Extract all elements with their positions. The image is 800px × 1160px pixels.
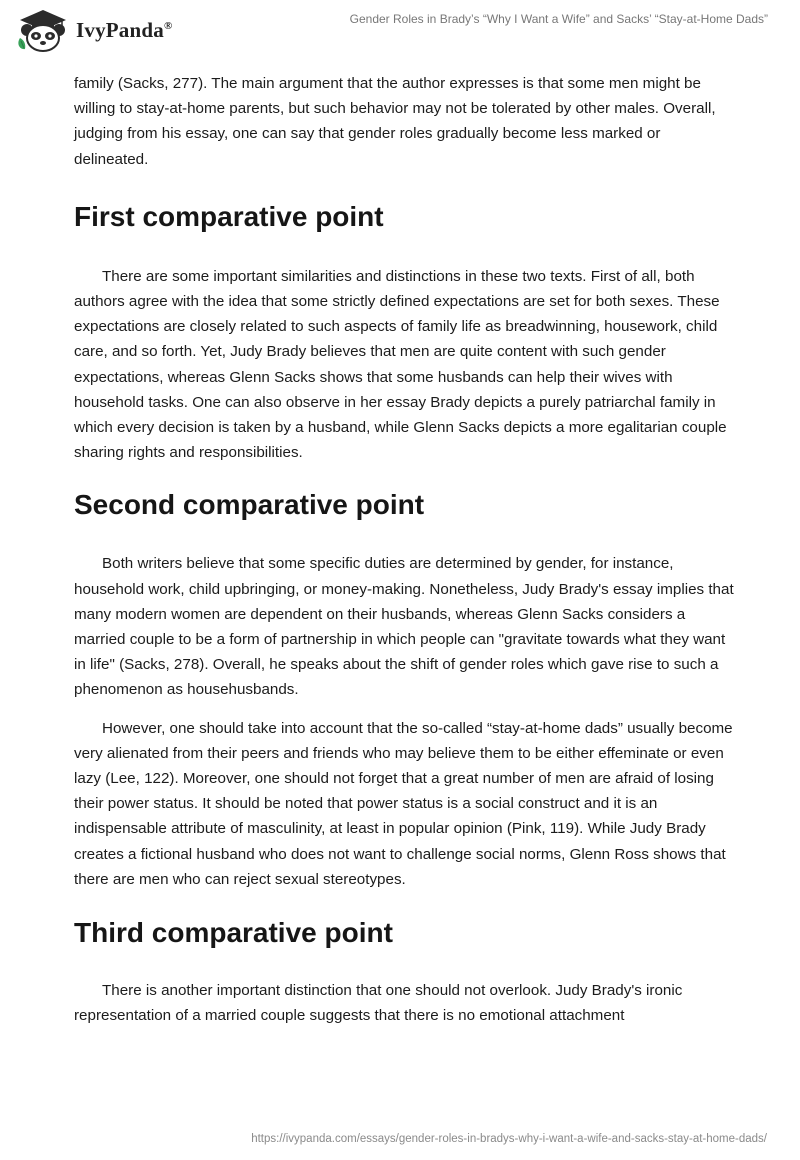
source-url[interactable]: https://ivypanda.com/essays/gender-roles-in-bradys-why-i-want-a-wife-and-sacks-stay-at-home-dads/ — [251, 1133, 767, 1145]
document-title: Gender Roles in Brady’s “Why I Want a Wife” and Sacks’ “Stay-at-Home Dads” — [349, 12, 768, 26]
essay-body — [74, 71, 734, 1028]
paragraph-second-point: Both writers believe that some specific duties are determined by gender, for instance, household work, child upbringing, or money-making. Nonetheless, Judy Brady's essay implies that many modern women are dependent on their husbands, whereas Glenn Sacks considers a married couple to be a form of partnership in which people can "gravitate towards what they want in life" (Sacks, 278). Overall, he speaks about the shift of gender roles which gave rise to such a phenomenon as househusbands. — [74, 555, 734, 699]
paragraph-first-point: There are some important similarities and distinctions in these two texts. First of all, both authors agree with the idea that some strictly defined expectations are set for both sexes. These expectations are closely related to such aspects of family life as breadwinning, housework, child care, and so forth. Yet, Judy Brady believes that men are quite content with such gender expectations, whereas Glenn Sacks shows that some husbands can help their wives with household tasks. One can also observe in her essay Brady depicts a purely patriarchal family in which every decision is taken by a husband, while Glenn Sacks depicts a more egalitarian couple sharing rights and responsibilities. — [74, 267, 727, 462]
heading-first-comparative-point: First comparative point — [74, 200, 384, 232]
panda-graduate-icon — [14, 8, 72, 52]
logo-text: IvyPanda® — [76, 17, 173, 42]
heading-second-comparative-point: Second comparative point — [74, 489, 425, 521]
heading-third-comparative-point: Third comparative point — [74, 917, 393, 949]
paragraph-second-point-continued: However, one should take into account that the so-called “stay-at-home dads” usually become very alienated from their peers and friends who may believe them to be either effeminate or even lazy (Lee, 122). Moreover, one should not forget that a great number of men are afraid of losing their power status. It should be noted that power status is a social construct and it is an indispensable attribute of masculinity, at least in popular opinion (Pink, 119). While Judy Brady creates a fictional husband who does not want to challenge social norms, Glenn Ross shows that there are men who can reject sexual stereotypes. — [74, 719, 733, 888]
ivypanda-logo[interactable] — [14, 8, 172, 52]
paragraph-continued: family (Sacks, 277). The main argument that the author expresses is that some men might be willing to stay-at-home parents, but such behavior may not be tolerated by other males. Overall, judging from his essay, one can say that gender roles gradually become less marked or delineated. — [74, 75, 716, 168]
page-header — [0, 0, 800, 62]
paragraph-third-point: There is another important distinction that one should not overlook. Judy Brady's ironic representation of a married couple suggests that there is no emotional attachment — [74, 982, 683, 1025]
